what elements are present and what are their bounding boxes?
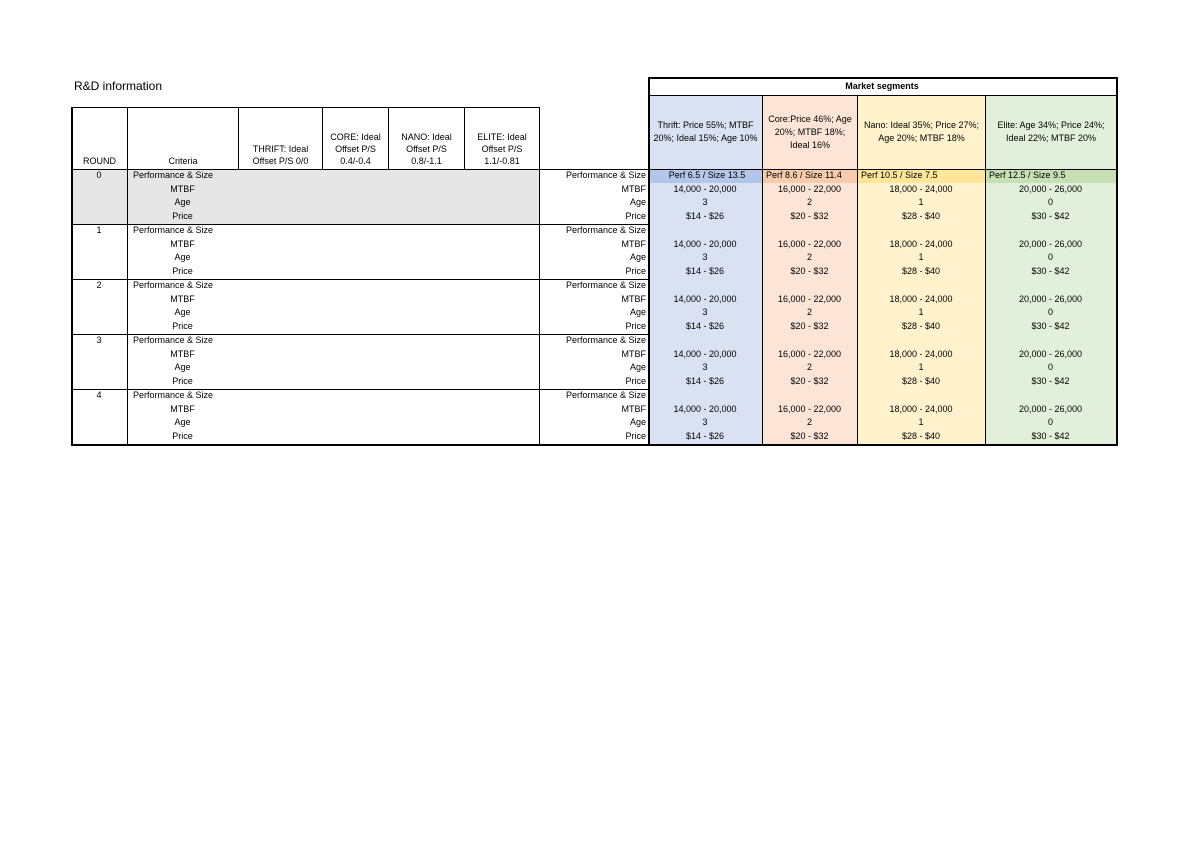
segment-value-thrift: 3	[702, 197, 708, 207]
grid-line	[648, 95, 1116, 96]
segment-value-thrift: 14,000 - 20,000	[673, 348, 737, 359]
segment-value-nano: 18,000 - 24,000	[889, 348, 953, 359]
criteria-label: MTBF	[170, 293, 195, 304]
criteria-label: Price	[172, 210, 193, 221]
grid-line	[985, 95, 986, 444]
segment-value-core: 2	[806, 362, 812, 372]
segment-value-nano: $28 - $40	[901, 430, 941, 441]
grid-line	[762, 95, 763, 444]
grid-line	[388, 107, 389, 169]
segment-value-nano: Perf 10.5 / Size 7.5	[857, 169, 985, 183]
segment-value-core: 2	[806, 417, 812, 427]
criteria-label-segment: MTBF	[621, 403, 646, 414]
segment-value-core: $20 - $32	[790, 320, 829, 331]
segment-value-elite: 20,000 - 26,000	[1018, 183, 1083, 194]
segment-value-elite: 0	[1047, 197, 1053, 207]
header-elite-offset: ELITE: Ideal Offset P/S 1.1/-0.81	[464, 107, 539, 169]
criteria-label-segment: Age	[629, 417, 646, 427]
segment-value-nano: 1	[918, 252, 924, 262]
segment-value-elite: 20,000 - 26,000	[1018, 238, 1083, 249]
segment-value-thrift: $14 - $26	[685, 320, 725, 331]
criteria-label: Performance & Size	[133, 225, 214, 235]
criteria-label: MTBF	[170, 238, 195, 249]
criteria-label-segment: MTBF	[621, 238, 646, 249]
header-criteria: Criteria	[127, 107, 238, 169]
header-round: ROUND	[71, 107, 127, 169]
criteria-label-segment: Price	[625, 320, 646, 331]
segment-value-elite: Perf 12.5 / Size 9.5	[985, 169, 1116, 183]
segment-value-thrift: 14,000 - 20,000	[673, 238, 737, 249]
grid-line	[857, 95, 858, 444]
criteria-label: Performance & Size	[133, 390, 214, 400]
grid-line	[648, 77, 650, 445]
grid-line	[648, 77, 1116, 79]
criteria-label-segment: Performance & Size	[565, 390, 646, 400]
grid-line	[1116, 77, 1118, 445]
segment-header-elite: Elite: Age 34%; Price 24%; Ideal 22%; MTBF 20%	[985, 95, 1116, 169]
criteria-label: Performance & Size	[133, 335, 214, 345]
segment-value-core: $20 - $32	[790, 265, 829, 276]
grid-line	[539, 107, 540, 444]
criteria-label-segment: Age	[629, 197, 646, 207]
segment-value-core: Perf 8.6 / Size 11.4	[762, 169, 857, 183]
segment-value-thrift: 14,000 - 20,000	[673, 293, 737, 304]
segment-value-core: $20 - $32	[790, 375, 829, 386]
segment-value-elite: $30 - $42	[1031, 430, 1070, 441]
segment-value-nano: 18,000 - 24,000	[889, 293, 953, 304]
criteria-label-segment: MTBF	[621, 348, 646, 359]
segment-value-elite: 0	[1047, 417, 1053, 427]
segment-value-thrift: $14 - $26	[685, 375, 725, 386]
segment-value-core: 2	[806, 197, 812, 207]
grid-line	[127, 169, 128, 444]
criteria-label-segment: MTBF	[621, 293, 646, 304]
segment-value-thrift: 14,000 - 20,000	[673, 403, 737, 414]
segment-value-elite: 0	[1047, 307, 1053, 317]
criteria-label-segment: Price	[625, 375, 646, 386]
segment-value-core: $20 - $32	[790, 430, 829, 441]
criteria-label: MTBF	[170, 348, 195, 359]
segment-value-elite: $30 - $42	[1031, 265, 1070, 276]
market-segments-title: Market segments	[845, 81, 919, 91]
segment-value-thrift: Perf 6.5 / Size 13.5	[648, 169, 762, 183]
grid-line	[71, 107, 73, 445]
segment-value-nano: $28 - $40	[901, 320, 941, 331]
segment-value-elite: 20,000 - 26,000	[1018, 293, 1083, 304]
grid-line	[238, 107, 239, 169]
criteria-label-segment: MTBF	[621, 183, 646, 194]
criteria-label: Age	[174, 362, 191, 372]
criteria-label-segment: Age	[629, 252, 646, 262]
segment-value-nano: $28 - $40	[901, 375, 941, 386]
segment-header-nano: Nano: Ideal 35%; Price 27%; Age 20%; MTBF 18%	[857, 95, 985, 169]
segment-value-elite: 0	[1047, 252, 1053, 262]
segment-value-elite: 20,000 - 26,000	[1018, 348, 1083, 359]
segment-value-nano: 1	[918, 362, 924, 372]
criteria-label-segment: Performance & Size	[565, 335, 646, 345]
criteria-label: Age	[174, 197, 191, 207]
criteria-label: MTBF	[170, 403, 195, 414]
grid-line	[127, 107, 128, 169]
segment-value-elite: 20,000 - 26,000	[1018, 403, 1083, 414]
criteria-label-segment: Performance & Size	[565, 170, 646, 180]
segment-header-core: Core:Price 46%; Age 20%; MTBF 18%; Ideal 16%	[762, 95, 857, 169]
segment-value-nano: 18,000 - 24,000	[889, 183, 953, 194]
criteria-label: Age	[174, 417, 191, 427]
segment-value-nano: $28 - $40	[901, 210, 941, 221]
segment-value-thrift: $14 - $26	[685, 210, 725, 221]
round-number: 4	[96, 390, 102, 400]
criteria-label: MTBF	[170, 183, 195, 194]
grid-line	[464, 107, 465, 169]
segment-value-thrift: 14,000 - 20,000	[673, 183, 737, 194]
segment-value-nano: 1	[918, 307, 924, 317]
header-nano-offset: NANO: Ideal Offset P/S 0.8/-1.1	[388, 107, 464, 169]
segment-header-thrift: Thrift: Price 55%; MTBF 20%; Ideal 15%; Age 10%	[648, 95, 762, 169]
segment-value-core: 16,000 - 22,000	[777, 183, 842, 194]
segment-value-nano: 1	[918, 417, 924, 427]
criteria-label: Price	[172, 375, 193, 386]
criteria-label: Price	[172, 430, 193, 441]
header-core-offset: CORE: Ideal Offset P/S 0.4/-0.4	[322, 107, 388, 169]
criteria-label: Age	[174, 252, 191, 262]
segment-value-core: 2	[806, 252, 812, 262]
segment-value-thrift: 3	[702, 417, 708, 427]
criteria-label: Performance & Size	[133, 280, 214, 290]
segment-value-nano: 1	[918, 197, 924, 207]
criteria-label: Performance & Size	[133, 170, 214, 180]
round-number: 1	[96, 225, 102, 235]
round-number: 2	[96, 280, 102, 290]
segment-value-core: 16,000 - 22,000	[777, 293, 842, 304]
round-number: 3	[96, 335, 102, 345]
criteria-label-segment: Performance & Size	[565, 225, 646, 235]
segment-value-thrift: 3	[702, 307, 708, 317]
grid-line	[71, 444, 1118, 446]
segment-value-elite: $30 - $42	[1031, 375, 1070, 386]
segment-value-core: $20 - $32	[790, 210, 829, 221]
header-thrift-offset: THRIFT: Ideal Offset P/S 0/0	[238, 107, 322, 169]
criteria-label-segment: Price	[625, 265, 646, 276]
segment-value-elite: 0	[1047, 362, 1053, 372]
grid-line	[71, 169, 1116, 170]
segment-value-thrift: $14 - $26	[685, 430, 725, 441]
round-number: 0	[96, 170, 102, 180]
segment-value-thrift: $14 - $26	[685, 265, 725, 276]
criteria-label: Age	[174, 307, 191, 317]
page-title: R&D information	[74, 79, 163, 93]
segment-value-core: 16,000 - 22,000	[777, 403, 842, 414]
segment-value-core: 16,000 - 22,000	[777, 348, 842, 359]
segment-value-thrift: 3	[702, 252, 708, 262]
criteria-label: Price	[172, 320, 193, 331]
criteria-label-segment: Price	[625, 430, 646, 441]
segment-value-nano: 18,000 - 24,000	[889, 238, 953, 249]
grid-line	[71, 107, 539, 108]
segment-value-elite: $30 - $42	[1031, 210, 1070, 221]
segment-value-core: 16,000 - 22,000	[777, 238, 842, 249]
segment-value-elite: $30 - $42	[1031, 320, 1070, 331]
grid-line	[322, 107, 323, 169]
criteria-label-segment: Performance & Size	[565, 280, 646, 290]
criteria-label: Price	[172, 265, 193, 276]
segment-value-nano: 18,000 - 24,000	[889, 403, 953, 414]
segment-value-core: 2	[806, 307, 812, 317]
criteria-label-segment: Price	[625, 210, 646, 221]
segment-value-thrift: 3	[702, 362, 708, 372]
segment-value-nano: $28 - $40	[901, 265, 941, 276]
criteria-label-segment: Age	[629, 362, 646, 372]
criteria-label-segment: Age	[629, 307, 646, 317]
